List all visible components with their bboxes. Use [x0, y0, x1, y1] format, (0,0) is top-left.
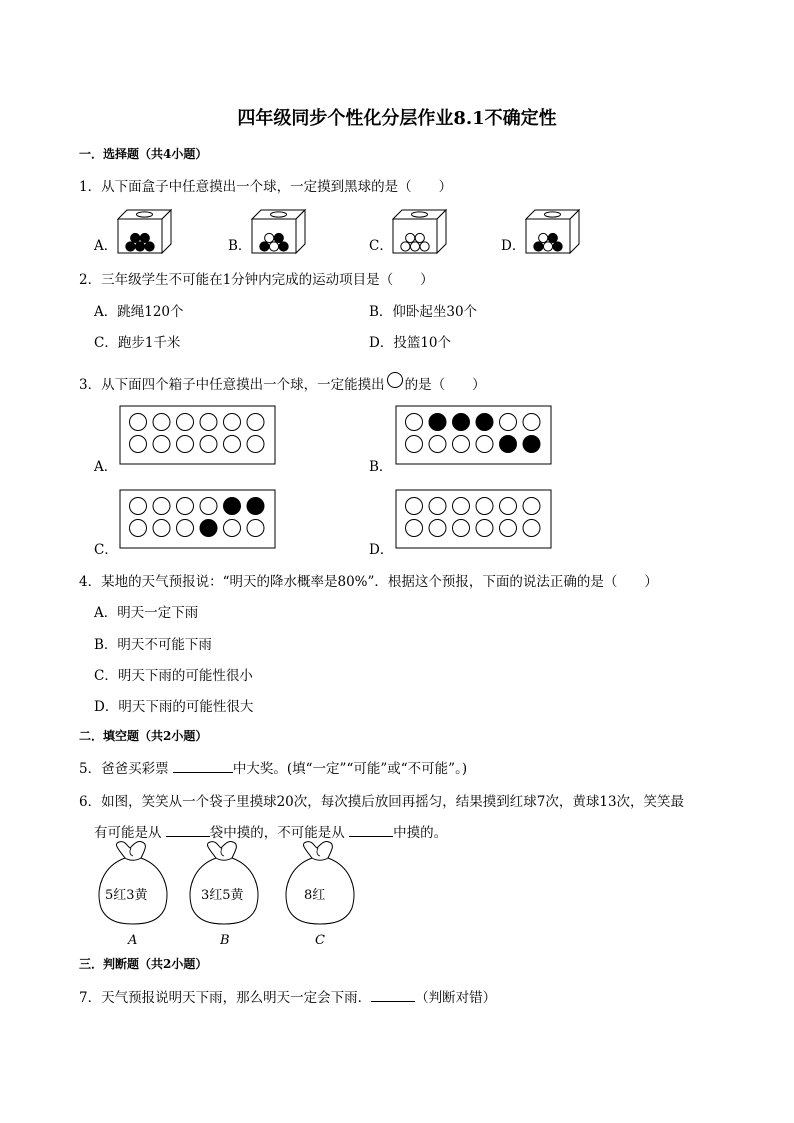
q1-box-d [526, 210, 579, 253]
white-ball [153, 414, 170, 431]
white-ball [500, 520, 517, 537]
black-ball [224, 498, 241, 515]
white-ball [401, 242, 410, 251]
question-3-stem [79, 373, 486, 393]
black-ball [523, 436, 540, 453]
q3-ball-trays-figure [0, 400, 794, 560]
q6-text-c: 中摸的。 [393, 825, 448, 841]
question-7 [79, 986, 496, 1006]
white-ball [476, 520, 493, 537]
q6-text-a: 有可能是从 [94, 825, 162, 841]
q3-tray-c [120, 490, 275, 548]
black-ball [274, 233, 283, 242]
white-ball [265, 233, 274, 242]
white-ball [269, 242, 278, 251]
black-ball [135, 242, 144, 251]
section-heading-choice: 一．选择题（共4小题） [79, 147, 208, 161]
question-6-line2 [94, 821, 447, 841]
bag-c-label: C [315, 933, 325, 948]
bag-c-shape [286, 842, 354, 924]
q6-answer-blank-1[interactable] [166, 824, 210, 837]
q2-option-b: B．仰卧起坐30个 [369, 304, 478, 320]
q2-option-d: D．投篮10个 [369, 335, 452, 351]
q3-option-a-label: A． [94, 459, 118, 475]
white-ball [200, 414, 217, 431]
bag-a-shape [99, 842, 167, 924]
q3-tray-d [396, 490, 551, 548]
white-ball [200, 436, 217, 453]
black-ball [140, 233, 149, 242]
q2-option-a: A．跳绳120个 [94, 304, 184, 320]
black-ball [200, 520, 217, 537]
section-heading-fill: 二．填空题（共2小题） [79, 729, 208, 743]
white-ball [247, 436, 264, 453]
white-ball [177, 414, 194, 431]
q5-prefix: 5．爸爸买彩票 [79, 761, 169, 777]
black-ball [553, 242, 562, 251]
white-ball-icon [386, 373, 404, 391]
black-ball [453, 414, 470, 431]
q3-stem-prefix: 3．从下面四个箱子中任意摸出一个球，一定能摸出 [79, 377, 385, 393]
white-ball [543, 242, 552, 251]
question-6-line1: 6．如图，笑笑从一个袋子里摸球20次，每次摸后放回再摇匀，结果摸到红球7次，黄球13次，笑笑最 [79, 794, 685, 810]
q5-suffix: 中大奖。(填“一定”“可能”或“不可能”。) [232, 761, 468, 777]
white-ball [500, 414, 517, 431]
white-ball [429, 498, 446, 515]
q6-text-b: 袋中摸的，不可能是从 [209, 825, 345, 841]
page-title: 四年级同步个性化分层作业8.1不确定性 [237, 108, 557, 129]
white-ball [247, 520, 264, 537]
q7-prefix: 7．天气预报说明天下雨，那么明天一定会下雨． [79, 990, 372, 1006]
black-ball [429, 414, 446, 431]
q3-option-d-label: D． [369, 542, 394, 558]
white-ball [406, 436, 423, 453]
q1-option-a-label: A． [94, 238, 118, 254]
white-ball [406, 233, 415, 242]
white-ball [153, 436, 170, 453]
q3-option-c-label: C． [94, 542, 118, 558]
white-ball [415, 233, 424, 242]
white-ball [224, 520, 241, 537]
bag-a-label: A [128, 933, 138, 948]
white-ball [406, 498, 423, 515]
white-ball [523, 414, 540, 431]
q1-box-c [393, 210, 446, 253]
black-ball [145, 242, 154, 251]
question-2-stem: 2．三年级学生不可能在1分钟内完成的运动项目是（ ） [79, 272, 434, 288]
bag-b-shape [190, 842, 258, 924]
question-1-stem: 1．从下面盒子中任意摸出一个球，一定摸到黑球的是（ ） [79, 179, 453, 195]
black-ball [247, 498, 264, 515]
section-heading-judge: 三．判断题（共2小题） [79, 957, 208, 971]
white-ball [523, 498, 540, 515]
q7-suffix: （判断对错） [415, 990, 497, 1006]
black-ball [126, 242, 135, 251]
white-ball [420, 242, 429, 251]
white-ball [406, 520, 423, 537]
white-ball [247, 414, 264, 431]
white-ball [539, 233, 548, 242]
black-ball [476, 414, 493, 431]
white-ball [453, 520, 470, 537]
black-ball [534, 242, 543, 251]
black-ball [279, 242, 288, 251]
white-ball [429, 520, 446, 537]
white-ball [224, 414, 241, 431]
white-ball [130, 414, 147, 431]
white-ball [130, 520, 147, 537]
q1-option-b-label: B． [228, 238, 252, 254]
q4-option-b: B．明天不可能下雨 [94, 637, 212, 653]
white-ball [177, 520, 194, 537]
white-ball [406, 414, 423, 431]
q5-answer-blank[interactable] [173, 760, 233, 773]
white-ball [476, 498, 493, 515]
white-ball [500, 498, 517, 515]
white-ball [429, 436, 446, 453]
q7-answer-blank[interactable] [371, 989, 415, 1002]
white-ball [177, 436, 194, 453]
q3-option-b-label: B． [369, 459, 393, 475]
q4-option-a: A．明天一定下雨 [94, 605, 199, 621]
q3-tray-b [396, 406, 551, 464]
white-ball [523, 520, 540, 537]
bag-b-label: B [220, 933, 230, 948]
q1-ball-boxes-figure [0, 200, 794, 260]
bag-b-content: 3红5黄 [201, 888, 244, 903]
q1-option-c-label: C． [369, 238, 393, 254]
black-ball [131, 233, 140, 242]
q2-option-c: C．跑步1千米 [94, 335, 181, 351]
q3-stem-suffix: 的是（ ） [404, 377, 486, 393]
black-ball [260, 242, 269, 251]
white-ball [224, 436, 241, 453]
white-ball [153, 520, 170, 537]
q3-tray-a [120, 406, 275, 464]
q4-option-c: C．明天下雨的可能性很小 [94, 668, 253, 684]
bag-c-content: 8红 [304, 888, 326, 903]
question-5 [79, 757, 467, 777]
white-ball [476, 436, 493, 453]
white-ball [410, 242, 419, 251]
q6-answer-blank-2[interactable] [349, 824, 393, 837]
question-4-stem: 4．某地的天气预报说：“明天的降水概率是80%”．根据这个预报，下面的说法正确的是（ ） [79, 574, 658, 590]
black-ball [548, 233, 557, 242]
white-ball [130, 498, 147, 515]
white-ball [177, 498, 194, 515]
q1-box-b [252, 210, 305, 253]
white-ball [153, 498, 170, 515]
bag-a-content: 5红3黄 [105, 888, 148, 903]
black-ball [500, 436, 517, 453]
q4-option-d: D．明天下雨的可能性很大 [94, 699, 254, 715]
white-ball [130, 436, 147, 453]
white-ball [200, 498, 217, 515]
q1-option-d-label: D． [501, 238, 526, 254]
white-ball [453, 498, 470, 515]
q1-box-a [118, 210, 171, 253]
white-ball [453, 436, 470, 453]
